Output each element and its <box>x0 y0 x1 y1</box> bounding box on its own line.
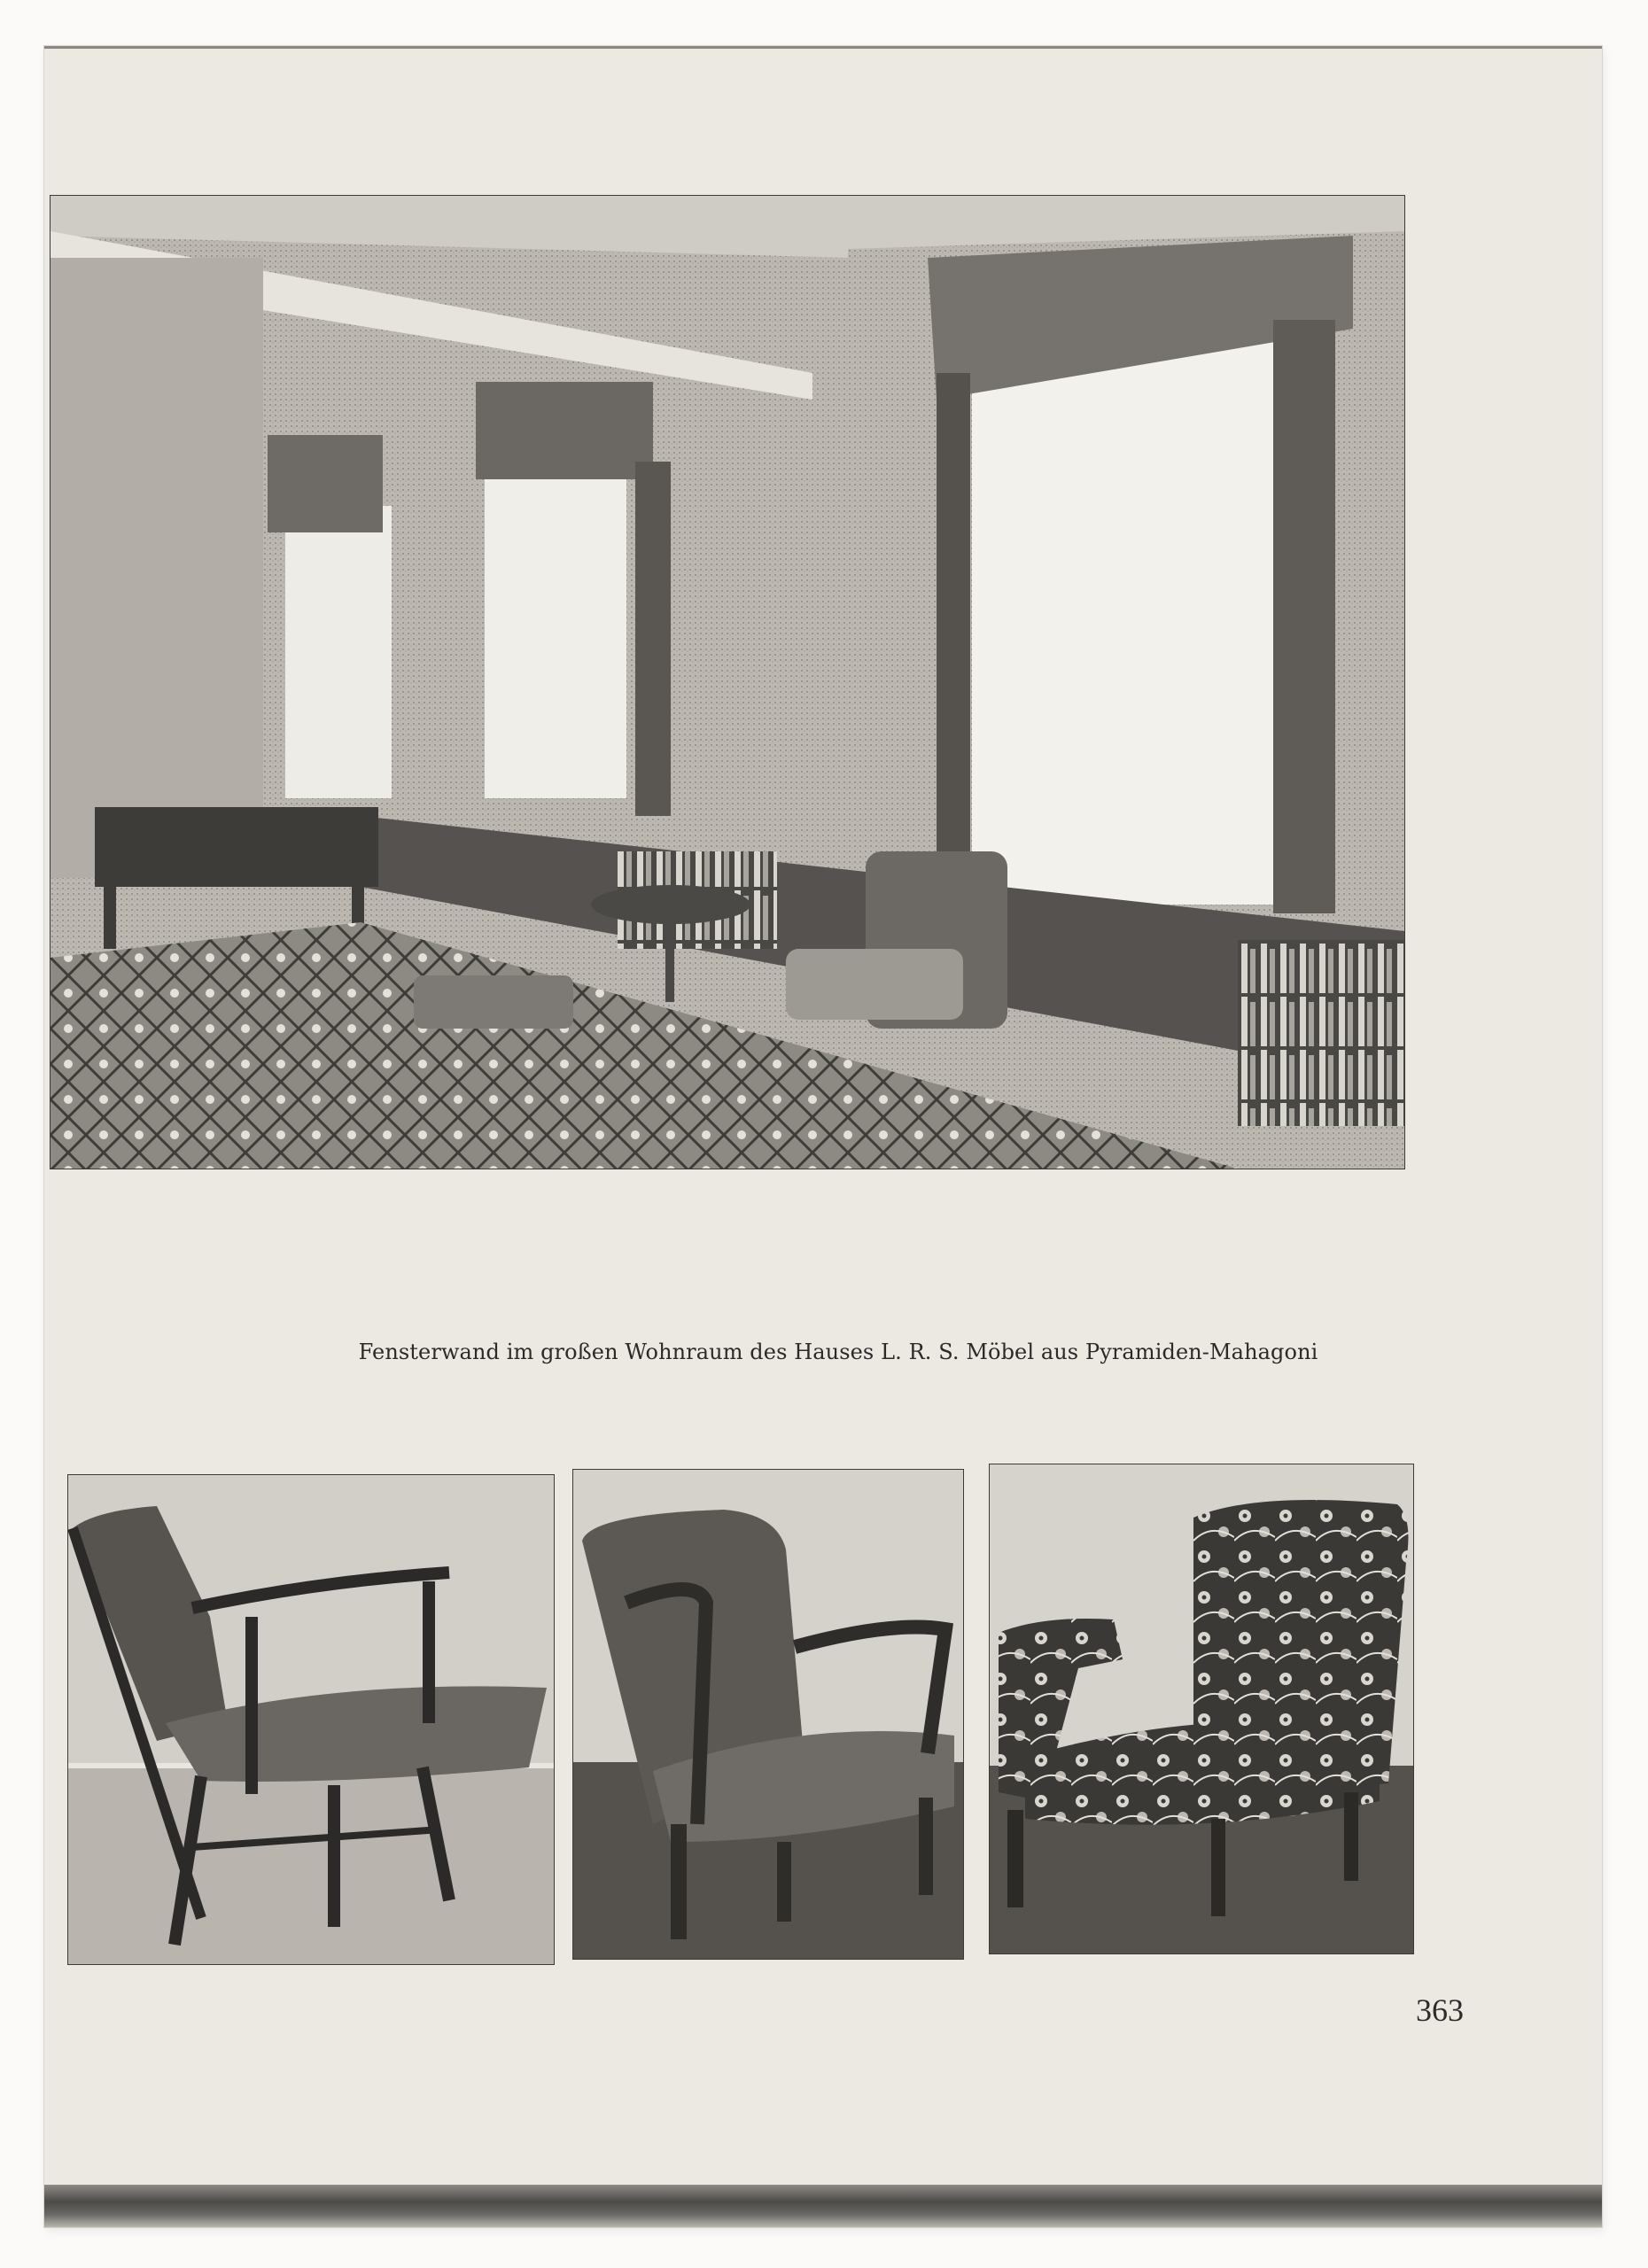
photo-caption: Fensterwand im großen Wohnraum des Hauses L. R. S. Möbel aus Pyramiden-Mahagoni <box>358 1340 1318 1364</box>
living-room-photo <box>50 195 1405 1169</box>
top-rule <box>44 46 1602 49</box>
bottom-scan-band <box>44 2185 1602 2227</box>
page-number: 363 <box>1416 1992 1464 2028</box>
chair-photo-leather <box>572 1469 964 1960</box>
page-sheet <box>44 46 1602 2227</box>
chair-photo-wooden <box>67 1474 555 1965</box>
chair-photo-floral <box>989 1464 1414 1954</box>
